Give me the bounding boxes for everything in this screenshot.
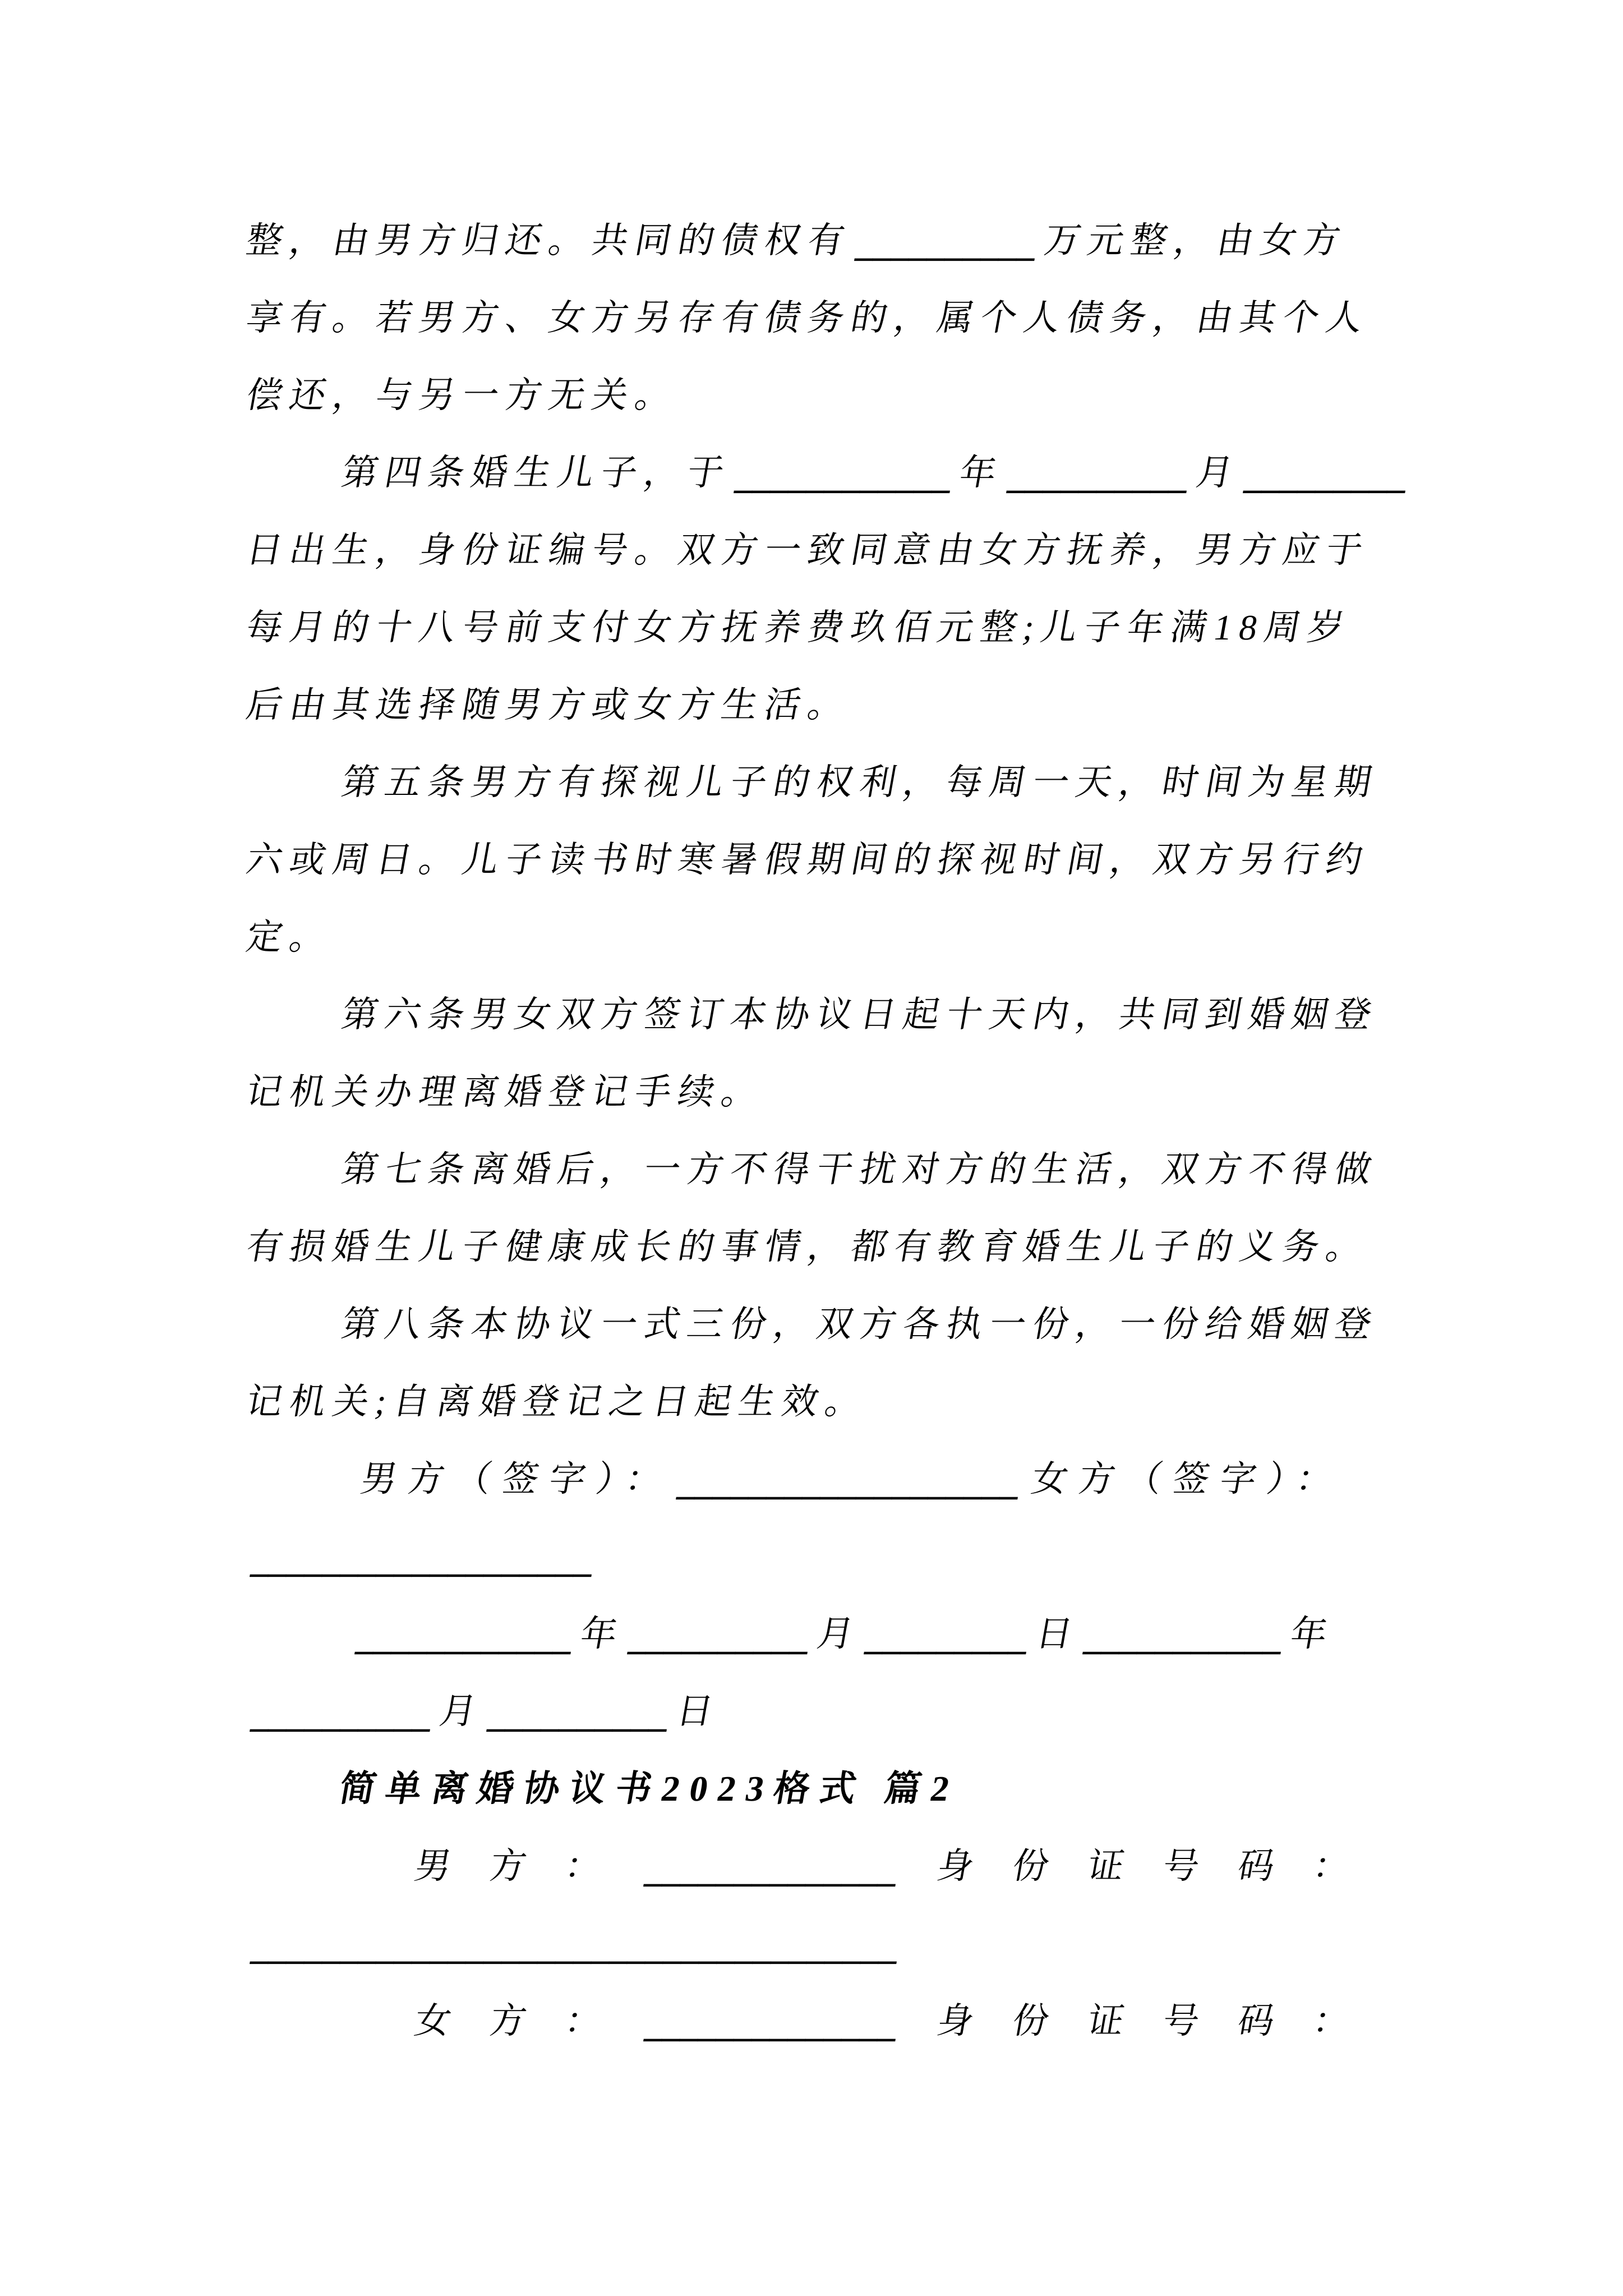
doc-line-16 xyxy=(240,1363,1400,1441)
text-run: 记机关;自离婚登记之日起生效。 xyxy=(243,1382,873,1421)
blank-underline-field: ____________________________________ xyxy=(250,1923,903,1964)
text-run: 身份证号码： xyxy=(934,2001,1393,2041)
text-run: 第八条本协议一式三份，双方各执一份，一份给婚姻登 xyxy=(338,1304,1382,1344)
text-run: 记机关办理离婚登记手续。 xyxy=(243,1072,769,1112)
blank-underline-field: ______________ xyxy=(643,2000,902,2042)
document-body xyxy=(243,202,1412,2060)
text-run: 六或周日。儿子读书时寒暑假期间的探视时间，双方另行约 xyxy=(243,840,1373,880)
text-run: 万元整，由女方 xyxy=(1041,220,1351,260)
doc-line-15 xyxy=(240,1286,1400,1363)
doc-line-23 xyxy=(240,1905,1400,1982)
text-run: 女方： xyxy=(411,2001,644,2041)
text-run: 日 xyxy=(1032,1614,1083,1654)
doc-line-13 xyxy=(240,1131,1400,1208)
text-run: 每月的十八号前支付女方抚养费玖佰元整;儿子年满18周岁 xyxy=(243,608,1355,647)
text-run: 身份证号码： xyxy=(934,1846,1393,1886)
text-run: 女方（签字）： xyxy=(1028,1459,1348,1499)
blank-underline-field: _________ xyxy=(1243,452,1412,494)
text-run: 年 xyxy=(577,1614,628,1654)
doc-line-24 xyxy=(240,1982,1400,2060)
blank-underline-field: ____________ xyxy=(734,452,957,494)
doc-line-22 xyxy=(240,1828,1400,1905)
text-run: 第六条男女双方签订本协议日起十天内，共同到婚姻登 xyxy=(338,995,1382,1034)
blank-underline-field: __________ xyxy=(627,1613,814,1655)
doc-line-5 xyxy=(240,512,1400,589)
text-run: 日出生，身份证编号。双方一致同意由女方抚养，男方应于 xyxy=(243,530,1373,570)
blank-underline-field: __________ xyxy=(854,220,1041,261)
text-run: 第七条离婚后，一方不得干扰对方的生活，双方不得做 xyxy=(338,1149,1382,1189)
text-run: 整，由男方归还。共同的债权有 xyxy=(243,220,855,260)
doc-line-14 xyxy=(240,1208,1400,1286)
doc-line-19 xyxy=(240,1595,1400,1673)
blank-underline-field: ___________________ xyxy=(250,1536,598,1577)
blank-underline-field: ___________ xyxy=(1082,1613,1288,1655)
text-run: 定。 xyxy=(243,917,337,957)
text-run: 月 xyxy=(436,1691,487,1731)
blank-underline-field: __________ xyxy=(1006,452,1193,494)
doc-line-3 xyxy=(240,357,1400,434)
doc-line-10 xyxy=(240,899,1400,976)
blank-underline-field: _________ xyxy=(864,1613,1033,1655)
doc-line-18 xyxy=(240,1518,1400,1595)
text-run: 享有。若男方、女方另存有债务的，属个人债务，由其个人 xyxy=(243,298,1373,338)
doc-line-9 xyxy=(240,821,1400,899)
doc-line-2 xyxy=(240,279,1400,357)
doc-line-20 xyxy=(240,1673,1400,1750)
doc-line-1 xyxy=(240,202,1400,279)
text-run: 第五条男方有探视儿子的权利，每周一天，时间为星期 xyxy=(338,762,1382,802)
text-run: 偿还，与另一方无关。 xyxy=(243,375,683,415)
text-run: 有损婚生儿子健康成长的事情，都有教育婚生儿子的义务。 xyxy=(243,1227,1373,1267)
doc-line-7 xyxy=(240,666,1400,744)
blank-underline-field: __________ xyxy=(250,1691,437,1732)
doc-line-11 xyxy=(240,976,1400,1053)
text-run: 年 xyxy=(956,453,1007,493)
blank-underline-field: ____________ xyxy=(354,1613,578,1655)
doc-line-17 xyxy=(240,1441,1400,1518)
text-run: 男方（签字）： xyxy=(357,1459,677,1499)
doc-line-4 xyxy=(240,434,1412,512)
doc-line-12 xyxy=(240,1053,1400,1131)
text-run: 男方： xyxy=(411,1846,644,1886)
blank-underline-field: ______________ xyxy=(643,1846,902,1887)
text-run: 月 xyxy=(814,1614,865,1654)
text-run: 第四条婚生儿子，于 xyxy=(338,453,735,493)
doc-line-6 xyxy=(240,589,1400,666)
text-run: 简单离婚协议书2023格式 篇2 xyxy=(336,1769,963,1809)
text-run: 年 xyxy=(1287,1614,1338,1654)
text-run: 日 xyxy=(673,1691,724,1731)
doc-line-8 xyxy=(240,744,1400,821)
doc-line-21 xyxy=(240,1750,1400,1828)
blank-underline-field: ___________________ xyxy=(676,1458,1025,1500)
blank-underline-field: __________ xyxy=(486,1691,674,1732)
text-run: 后由其选择随男方或女方生活。 xyxy=(243,685,855,725)
text-run: 月 xyxy=(1193,453,1244,493)
